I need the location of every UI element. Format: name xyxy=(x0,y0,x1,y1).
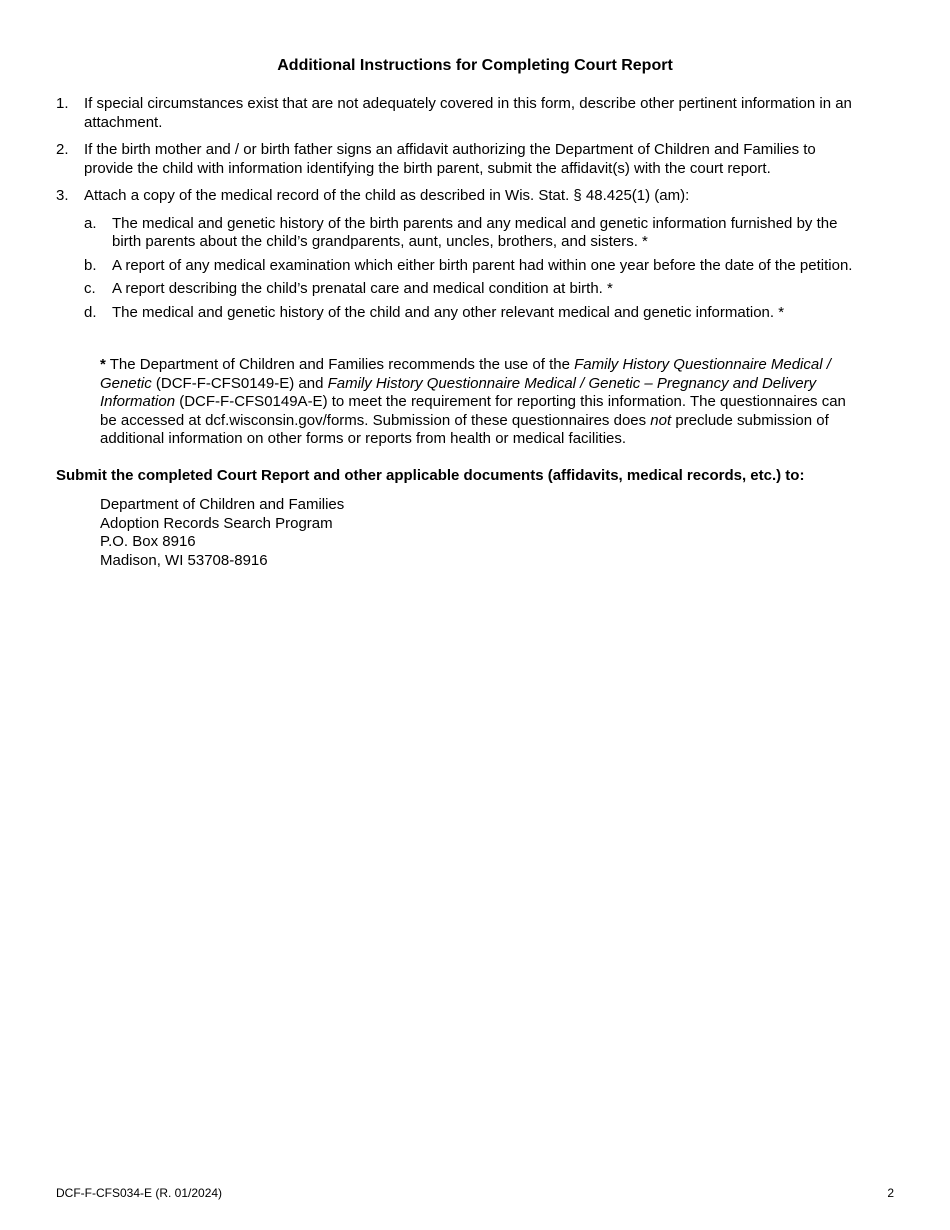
subitem-text: A report of any medical examination which either birth parent had within one year before the date of the petition. xyxy=(112,256,853,274)
note-text: (DCF-F-CFS0149-E) and xyxy=(151,374,328,392)
note-text: The Department of Children and Families recommends the use of the xyxy=(105,356,575,373)
note-text: (DCF-F-CFS0149A-E) to meet the requirement for reporting this information. The questionnaires can be accessed at dcf.wisconsin.gov/forms. Submission of these questionnaires does xyxy=(100,393,846,429)
address-line: P.O. Box 8916 xyxy=(100,533,196,550)
address-line: Adoption Records Search Program xyxy=(100,514,333,532)
item-text: If special circumstances exist that are not adequately covered in this form, describe other pertinent information in an attachment. xyxy=(84,95,852,131)
questionnaire-note xyxy=(100,356,856,449)
sublist-item xyxy=(84,257,856,276)
submit-heading: Submit the completed Court Report and other applicable documents (affidavits, medical records, etc.) to: xyxy=(56,467,805,484)
sublist-item xyxy=(84,304,856,323)
note-emphasis: not xyxy=(650,411,672,429)
mailing-address xyxy=(100,496,600,570)
list-item xyxy=(56,187,856,206)
medical-record-sublist xyxy=(84,215,856,323)
item-number: 3. xyxy=(56,187,69,204)
item-number: 1. xyxy=(56,95,69,112)
sublist-item xyxy=(84,280,856,299)
subitem-text: The medical and genetic history of the birth parents and any medical and genetic information furnished by the birth parents about the child’s grandparents, aunt, uncles, brothers, and sisters. * xyxy=(112,214,838,250)
item-text: Attach a copy of the medical record of the child as described in Wis. Stat. § 48.425(1) (am): xyxy=(84,187,690,204)
page-title: Additional Instructions for Completing Court Report xyxy=(277,57,673,74)
note-asterisk: * xyxy=(100,356,106,373)
subitem-letter: c. xyxy=(84,280,96,297)
footer-page-number: 2 xyxy=(887,1186,894,1200)
list-item xyxy=(56,95,856,132)
list-item xyxy=(56,141,856,178)
note-form-title: Family History Questionnaire Medical / Genetic xyxy=(100,356,831,392)
note-form-title: Family History Questionnaire Medical / Genetic – Pregnancy and Delivery Information xyxy=(100,374,817,410)
subitem-letter: a. xyxy=(84,214,97,232)
footer-form-id: DCF-F-CFS034-E (R. 01/2024) xyxy=(56,1186,223,1200)
item-number: 2. xyxy=(56,141,69,158)
address-line: Department of Children and Families xyxy=(100,496,345,513)
item-text: If the birth mother and / or birth father signs an affidavit authorizing the Department of Children and Families to provide the child with information identifying the birth parent, submit the affidavit(s) with the court report. xyxy=(84,141,816,177)
instructions-list xyxy=(56,95,856,327)
note-text: preclude submission of additional information on other forms or reports from health or medical facilities. xyxy=(100,411,829,447)
subitem-text: The medical and genetic history of the child and any other relevant medical and genetic information. * xyxy=(112,303,785,321)
sublist-item xyxy=(84,215,856,252)
subitem-letter: b. xyxy=(84,256,97,274)
subitem-letter: d. xyxy=(84,303,97,321)
address-line: Madison, WI 53708-8916 xyxy=(100,551,268,569)
subitem-text: A report describing the child’s prenatal care and medical condition at birth. * xyxy=(112,280,613,297)
